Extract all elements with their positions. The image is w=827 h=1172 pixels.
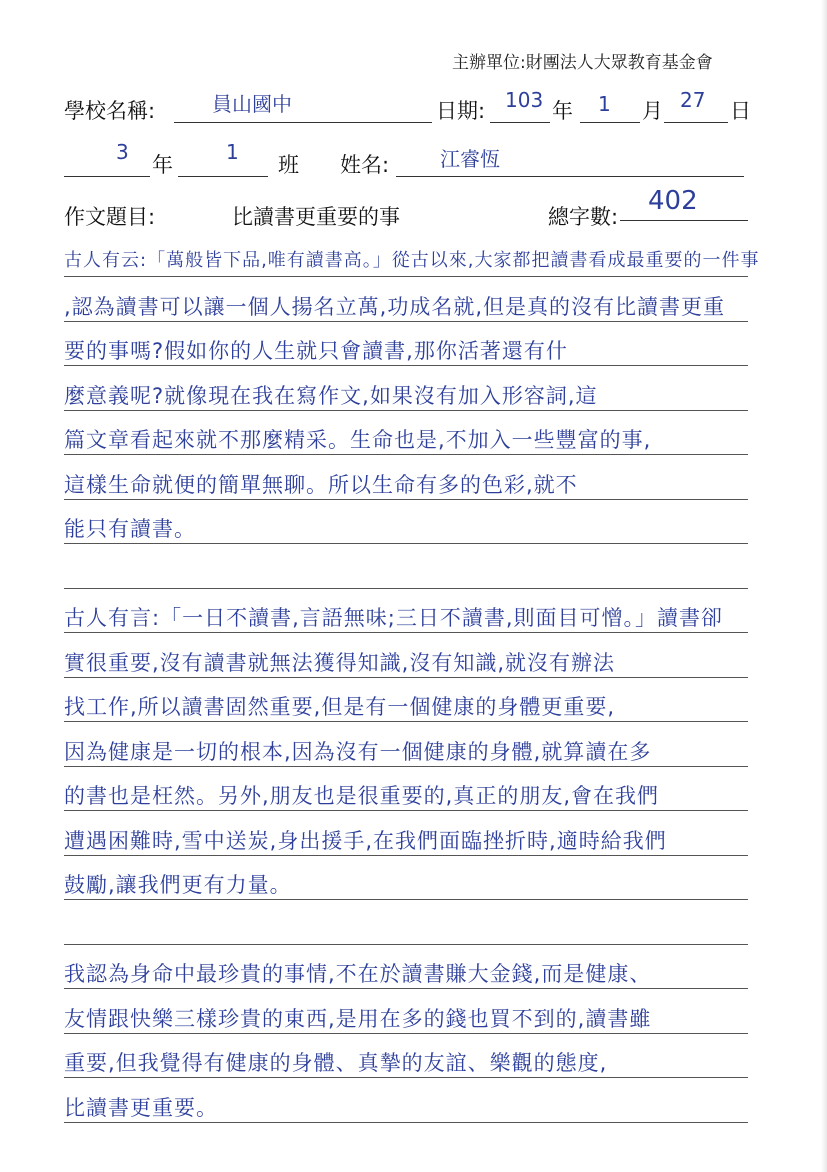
essay-line: 古人有言:「一日不讀書,言語無味;三日不讀書,則面目可憎。」讀書卻 (64, 606, 723, 630)
essay-line: 鼓勵,讓我們更有力量。 (64, 873, 292, 897)
ruled-line (64, 588, 748, 589)
month-underline (580, 122, 640, 123)
wordcount-label: 總字數: (548, 205, 619, 229)
essay-line: ,認為讀書可以讓一個人揚名立萬,功成名就,但是真的沒有比讀書更重 (64, 294, 726, 319)
school-underline (174, 122, 432, 123)
ruled-line (64, 1122, 748, 1123)
wordcount-value: 402 (648, 186, 698, 216)
year-label: 年 (552, 99, 573, 123)
date-year: 103 (505, 88, 544, 112)
ruled-line (64, 454, 748, 455)
essay-line: 能只有讀書。 (64, 517, 196, 541)
essay-line: 古人有云:「萬般皆下品,唯有讀書高。」從古以來,大家都把讀書看成最重要的一件事 (64, 250, 760, 271)
class-value: 1 (226, 140, 239, 164)
ruled-line (64, 677, 748, 678)
ruled-line (64, 944, 748, 945)
essay-line: 這樣生命就便的簡單無聊。所以生命有多的色彩,就不 (64, 472, 578, 497)
essay-line: 我認為身命中最珍貴的事情,不在於讀書賺大金錢,而是健康、 (64, 962, 652, 986)
school-label: 學校名稱: (64, 99, 156, 123)
essay-line: 找工作,所以讀書固然重要,但是有一個健康的身體更重要, (64, 695, 616, 719)
essay-line: 麼意義呢?就像現在我在寫作文,如果沒有加入形容詞,這 (64, 383, 598, 408)
ruled-line (64, 276, 748, 277)
date-day: 27 (680, 88, 706, 112)
grade-underline (64, 176, 150, 177)
grade-value: 3 (116, 140, 129, 164)
day-underline (664, 122, 728, 123)
ruled-line (64, 365, 748, 366)
ruled-line (64, 321, 748, 322)
ruled-line (64, 721, 748, 722)
day-label: 日 (730, 99, 751, 123)
topic-value: 比讀書更重要的事 (232, 205, 400, 229)
ruled-line (64, 632, 748, 633)
date-month: 1 (598, 92, 611, 116)
class-label: 班 (278, 153, 299, 177)
ruled-line (64, 899, 748, 900)
scan-edge (821, 0, 827, 1172)
name-underline (396, 176, 744, 177)
class-underline (178, 176, 268, 177)
ruled-line (64, 988, 748, 989)
month-label: 月 (642, 99, 663, 123)
date-label: 日期: (436, 99, 486, 123)
year-underline (490, 122, 550, 123)
wordcount-underline (620, 220, 748, 221)
essay-line: 遭遇困難時,雪中送炭,身出援手,在我們面臨挫折時,適時給我們 (64, 828, 667, 853)
essay-line: 的書也是枉然。另外,朋友也是很重要的,真正的朋友,會在我們 (64, 784, 660, 808)
essay-line: 實很重要,沒有讀書就無法獲得知識,沒有知識,就沒有辦法 (64, 650, 616, 675)
ruled-line (64, 410, 748, 411)
essay-line: 要的事嗎?假如你的人生就只會讀書,那你活著還有什 (64, 339, 568, 363)
essay-line: 重要,但我覺得有健康的身體、真摯的友誼、樂觀的態度, (64, 1051, 608, 1075)
topic-label: 作文題目: (64, 205, 156, 229)
essay-line: 友情跟快樂三樣珍貴的東西,是用在多的錢也買不到的,讀書雖 (64, 1006, 652, 1031)
ruled-line (64, 766, 748, 767)
ruled-line (64, 1033, 748, 1034)
ruled-line (64, 810, 748, 811)
school-value: 員山國中 (212, 92, 292, 116)
essay-line: 比讀書更重要。 (64, 1095, 218, 1120)
name-value: 江睿恆 (440, 147, 500, 171)
ruled-line (64, 1077, 748, 1078)
grade-label: 年 (152, 153, 173, 177)
essay-line: 因為健康是一切的根本,因為沒有一個健康的身體,就算讀在多 (64, 739, 652, 764)
ruled-line (64, 855, 748, 856)
name-label: 姓名: (340, 153, 390, 177)
organizer-text: 主辦單位:財團法人大眾教育基金會 (452, 53, 713, 73)
ruled-line (64, 543, 748, 544)
ruled-line (64, 499, 748, 500)
essay-line: 篇文章看起來就不那麼精采。生命也是,不加入一些豐富的事, (64, 428, 652, 452)
